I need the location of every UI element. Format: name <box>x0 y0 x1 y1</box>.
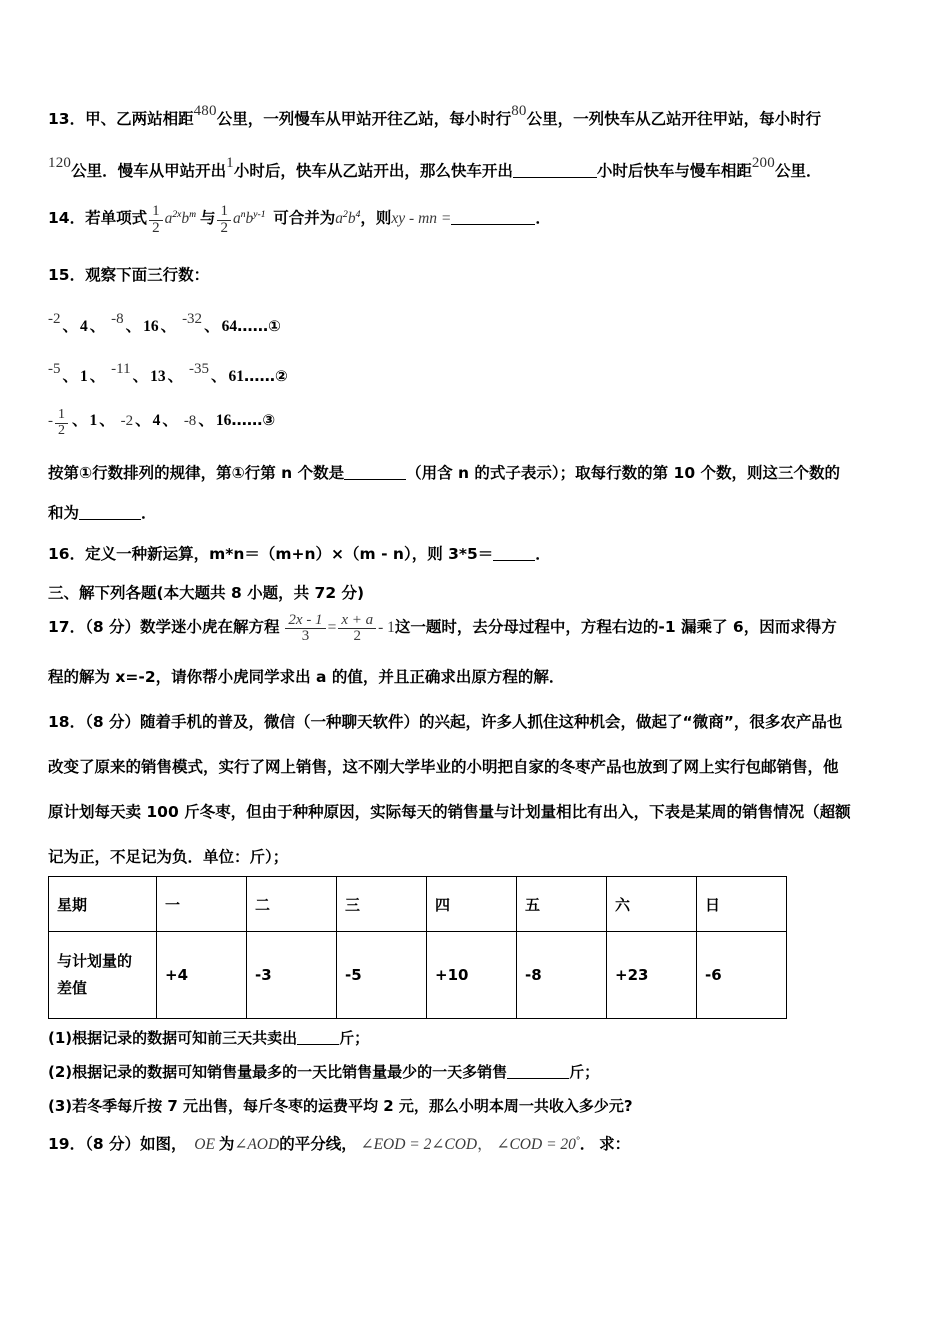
q19-degree-sign: ° <box>575 1135 580 1146</box>
q13-text-a: 甲、乙两站相距 <box>85 110 194 128</box>
q15-answer-blank-2[interactable] <box>79 519 141 520</box>
q17-equation-lhs <box>285 613 325 646</box>
question-15 <box>48 263 920 288</box>
table-header-day-3: 三 <box>337 877 427 932</box>
q14-monomial-1-base-b: b <box>181 210 190 228</box>
table-header-day-5: 五 <box>517 877 607 932</box>
table-row <box>49 932 787 1019</box>
q15-row1-item-5: -32 <box>182 310 203 327</box>
q18-sub2-answer-blank[interactable] <box>507 1078 569 1079</box>
question-13-line-1 <box>48 100 920 132</box>
q19-score: （8 分） <box>85 1135 141 1154</box>
q17-number: 17． <box>48 617 86 636</box>
q15-title: 观察下面三行数： <box>85 265 210 284</box>
q15-row1-tail: …… <box>237 316 269 335</box>
question-18-para-1 <box>48 710 920 735</box>
q15-answer-blank-1[interactable] <box>344 479 406 480</box>
q15-row3-item-4: 4 <box>152 412 161 430</box>
table-cell-value-7: -6 <box>697 932 787 1019</box>
q17-equation-tail: - 1 <box>378 618 395 636</box>
q14-text-end: ． <box>535 209 551 228</box>
question-17-line-1 <box>48 613 920 646</box>
q15-prompt-line-1 <box>48 461 920 486</box>
q15-row2-mark: ② <box>275 367 288 386</box>
q17-score: （8 分） <box>85 617 141 636</box>
table-cell-value-3: -5 <box>337 932 427 1019</box>
q18-text-para-4: 记为正，不足记为负．单位：斤）； <box>48 848 289 867</box>
q18-text-para-2: 改变了原来的销售模式，实行了网上销售，这不刚大学毕业的小明把自家的冬枣产品也放到了网上实行包邮销售，他 <box>48 758 839 777</box>
q15-prompt-end: ． <box>141 504 157 523</box>
q18-text-para-3: 原计划每天卖 100 斤冬枣，但由于种种原因，实际每天的销售量与计划量相比有出入，下表是某周的销售情况（超额 <box>48 803 851 822</box>
table-header-row <box>49 877 787 932</box>
q15-row3-fraction-sign: - <box>48 413 53 430</box>
table-row-label <box>49 932 157 1019</box>
q17-text-b: 这一题时，去分母过程中，方程右边的-1 漏乘了 6，因而求得方 <box>394 617 837 636</box>
question-18 <box>48 710 920 870</box>
q18-sub2-end: 斤； <box>569 1063 600 1082</box>
q14-monomial-2-exp-a: n <box>240 209 246 221</box>
question-13 <box>48 100 920 184</box>
q17-text-a: 数学迷小虎在解方程 <box>140 617 280 636</box>
q19-angle-eod-relation: ∠EOD = 2∠COD <box>360 1136 478 1154</box>
q15-row1-mark: ① <box>268 316 281 335</box>
q18-text-para-1: 随着手机的普及，微信（一种聊天软件）的兴起，许多人抓住这种机会，做起了“微商”，很多农产品也 <box>140 713 843 732</box>
q13-text-b: 公里，一列慢车从甲站开往乙站，每小时行 <box>216 110 512 128</box>
q19-angle-aod: ∠AOD <box>234 1136 280 1154</box>
q14-result-base-b: b <box>347 210 356 228</box>
q14-text-a: 若单项式 <box>85 209 148 228</box>
q13-value-80: 80 <box>511 103 527 119</box>
q14-fraction-2 <box>217 204 231 237</box>
q15-row3-tail: …… <box>231 411 263 430</box>
q19-text-a: 如图， <box>140 1135 187 1154</box>
q14-result-exp-a: 2 <box>343 209 348 221</box>
q15-row1-item-1: -2 <box>48 310 61 327</box>
q15-prompt-text-c: 和为 <box>48 504 80 523</box>
q14-fraction-2-numerator: 1 <box>217 204 231 221</box>
page-content <box>48 100 920 1173</box>
q15-row2-item-6: 61 <box>228 368 245 386</box>
q13-text-e: 小时后，快车从乙站开出，那么快车开出 <box>233 162 513 181</box>
q13-answer-blank[interactable] <box>513 177 597 178</box>
question-17 <box>48 613 920 691</box>
q19-text-b: 为 <box>218 1135 235 1154</box>
q15-row2-item-4: 13 <box>150 368 166 386</box>
q15-row3-mark: ③ <box>262 411 276 430</box>
q13-text-d: 公里．慢车从甲站开出 <box>71 162 227 181</box>
q14-number: 14． <box>48 209 86 228</box>
q16-number: 16． <box>48 544 86 563</box>
table-cell-value-2: -3 <box>247 932 337 1019</box>
q14-answer-blank[interactable] <box>451 224 535 225</box>
q14-monomial-1-exp-a: 2x <box>172 209 182 221</box>
q15-row3-item-5: -8 <box>183 413 197 430</box>
q14-result-base-a: a <box>335 210 344 228</box>
question-14 <box>48 204 920 237</box>
q13-text-c: 公里，一列快车从乙站开往甲站，每小时行 <box>526 110 822 128</box>
table-header-day-7: 日 <box>697 877 787 932</box>
q13-text-g: 公里． <box>774 162 822 181</box>
q15-prompt-text-b: （用含 n 的式子表示）；取每行数的第 10 个数，则这三个数的 <box>406 463 841 482</box>
table-header-day-1: 一 <box>157 877 247 932</box>
q15-prompt-line-2 <box>48 501 920 526</box>
q18-sub-question-2 <box>48 1061 920 1082</box>
table-header-day-2: 二 <box>247 877 337 932</box>
q16-answer-blank[interactable] <box>493 560 535 561</box>
q15-row1-item-6: 64 <box>221 317 238 335</box>
q15-prompt-text-a: 按第①行数排列的规律，第①行第 n 个数是 <box>48 463 345 482</box>
q14-monomial-2-base-a: a <box>232 210 241 228</box>
q13-value-120: 120 <box>48 155 72 172</box>
q17-equation-rhs <box>338 613 376 646</box>
section-3-heading: 三、解下列各题(本大题共 8 小题，共 72 分) <box>48 583 365 602</box>
q14-monomial-2-base-b: b <box>245 210 254 228</box>
q18-sub1-end: 斤； <box>339 1029 370 1048</box>
q15-row3-item-3: -2 <box>120 413 134 430</box>
q15-row2-item-2: 1 <box>80 368 88 386</box>
question-16-line <box>48 542 920 567</box>
q17-rhs-numerator: x + a <box>338 613 376 630</box>
q15-row3-fraction-numerator: 1 <box>55 408 68 424</box>
q14-text-b: 与 <box>199 209 216 228</box>
q15-row2-item-1: -5 <box>48 361 61 378</box>
q17-lhs-denominator: 3 <box>301 628 310 645</box>
q17-text-c: 程的解为 x=-2，请你帮小虎同学求出 a 的值，并且正确求出原方程的解． <box>48 668 565 687</box>
q19-comma: ， <box>477 1136 493 1154</box>
question-18-para-3 <box>48 800 920 825</box>
q14-text-c: 可合并为 <box>273 209 336 228</box>
q15-prompt <box>48 461 920 527</box>
q18-sub-question-1 <box>48 1027 920 1048</box>
q18-sub3-text: (3)若冬季每斤按 7 元出售，每斤冬枣的运费平均 2 元，那么小明本周一共收入多少元? <box>48 1097 633 1116</box>
q16-text-end: ． <box>535 544 551 563</box>
q18-sub1-text: (1)根据记录的数据可知前三天共卖出 <box>48 1029 298 1048</box>
table-header-weekday-label: 星期 <box>49 877 157 932</box>
question-14-line <box>48 204 920 237</box>
q15-sequence-row-3: - $\frac{1}{2}$ 、 1 、 -2 、 4 、 -8 、 16……③ <box>48 407 276 438</box>
q13-value-200: 200 <box>751 155 775 172</box>
q18-sub-question-3 <box>48 1095 920 1116</box>
q13-number: 13． <box>48 110 86 128</box>
q14-fraction-1-denominator: 2 <box>152 219 160 236</box>
table-row-label-line-1: 与计划量的 <box>57 952 133 971</box>
question-15-title-line <box>48 263 920 288</box>
q14-expression: xy - mn = <box>391 210 452 228</box>
table-cell-value-1: +4 <box>157 932 247 1019</box>
q15-row1-item-2: 4 <box>80 317 88 335</box>
q17-rhs-denominator: 2 <box>353 628 361 645</box>
table-cell-value-6: +23 <box>607 932 697 1019</box>
question-17-line-2 <box>48 665 920 690</box>
q19-ray-oe: OE <box>194 1136 215 1154</box>
q15-row1-item-3: -8 <box>111 310 124 327</box>
q16-text: 定义一种新运算，m*n＝（m+n）×（m - n），则 3*5＝ <box>85 544 494 563</box>
question-18-para-2 <box>48 755 920 780</box>
q19-ask: 求： <box>599 1135 631 1154</box>
table-row-label-line-2: 差值 <box>57 979 88 998</box>
q19-text-end: ． <box>579 1135 596 1154</box>
q15-row3-item-2: 1 <box>89 412 98 430</box>
q19-number: 19． <box>48 1135 86 1154</box>
q18-sub1-answer-blank[interactable] <box>297 1044 339 1045</box>
q13-value-1: 1 <box>226 155 234 172</box>
q13-value-480: 480 <box>193 103 217 119</box>
q14-text-d: ，则 <box>360 209 392 228</box>
sales-difference-table <box>48 876 787 1019</box>
q14-fraction-2-denominator: 2 <box>220 219 228 236</box>
question-18-para-4 <box>48 845 920 870</box>
q15-row3-item-6: 16 <box>215 412 232 430</box>
q19-angle-cod: ∠COD = 20 <box>496 1136 576 1154</box>
q15-sequence-row-1: -2 、 4 、 -8 、 16 、 -32 、 64……① <box>48 310 281 335</box>
q14-fraction-1 <box>149 204 163 237</box>
question-16 <box>48 542 920 567</box>
q15-number: 15． <box>48 265 86 284</box>
q18-score: （8 分） <box>85 713 141 732</box>
q18-sub2-text: (2)根据记录的数据可知销售量最多的一天比销售量最少的一天多销售 <box>48 1063 508 1082</box>
question-13-line-2 <box>48 152 920 184</box>
q15-row3-fraction-denominator: 2 <box>58 422 65 438</box>
q14-monomial-1-exp-b: m <box>189 209 197 221</box>
q15-row2-item-5: -35 <box>189 361 210 378</box>
q18-number: 18． <box>48 713 86 732</box>
q14-monomial-2-exp-b: y-1 <box>253 209 266 221</box>
q14-monomial-1-base-a: a <box>164 210 173 228</box>
q17-lhs-numerator: 2x - 1 <box>285 613 325 630</box>
q14-result-exp-b: 4 <box>355 209 361 221</box>
q15-row2-item-3: -11 <box>111 361 131 378</box>
table-header-day-6: 六 <box>607 877 697 932</box>
q15-row1-item-4: 16 <box>143 317 159 335</box>
q14-fraction-1-numerator: 1 <box>149 204 163 221</box>
q15-row3-fraction <box>55 408 68 438</box>
q19-text-c: 的平分线， <box>279 1135 357 1154</box>
q13-text-f: 小时后快车与慢车相距 <box>596 162 752 181</box>
question-19-line <box>48 1132 920 1157</box>
question-19 <box>48 1132 920 1157</box>
table-cell-value-5: -8 <box>517 932 607 1019</box>
q15-sequence-row-2: -5 、 1 、 -11 、 13 、 -35 、 61……② <box>48 361 288 386</box>
table-header-day-4: 四 <box>427 877 517 932</box>
table-cell-value-4: +10 <box>427 932 517 1019</box>
q15-row2-tail: …… <box>244 367 276 386</box>
q17-equals-sign: = <box>327 618 337 636</box>
